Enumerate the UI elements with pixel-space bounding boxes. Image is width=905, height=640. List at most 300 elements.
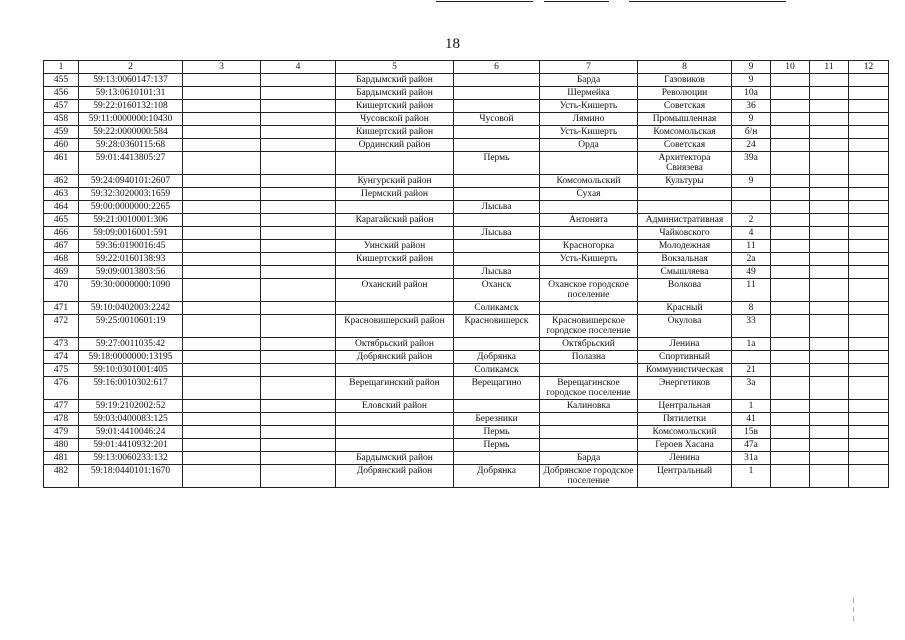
table-row [44, 452, 889, 465]
table-cell [454, 126, 540, 139]
table-cell: 478 [44, 413, 79, 426]
table-cell [261, 413, 336, 426]
table-cell [771, 214, 810, 227]
table-cell [183, 351, 261, 364]
table-cell [336, 426, 454, 439]
table-cell: Полазна [540, 351, 638, 364]
table-cell [540, 413, 638, 426]
table-cell: 59:32:3020003:1659 [79, 188, 183, 201]
table-cell: Красновишерск [454, 315, 540, 338]
table-cell: 466 [44, 227, 79, 240]
table-cell: 59:13:0060233:132 [79, 452, 183, 465]
table-cell [810, 452, 849, 465]
table-cell [810, 201, 849, 214]
table-body [44, 74, 889, 488]
table-row [44, 87, 889, 100]
table-cell: 463 [44, 188, 79, 201]
table-cell [261, 439, 336, 452]
table-cell [771, 227, 810, 240]
table-cell: 21 [732, 364, 771, 377]
table-cell: 59:30:0000000:1090 [79, 279, 183, 302]
table-row [44, 227, 889, 240]
table-cell: 3а [732, 377, 771, 400]
table-cell [454, 338, 540, 351]
margin-mark [853, 607, 854, 612]
table-cell: Усть-Кишерть [540, 100, 638, 113]
table-cell: 1 [732, 400, 771, 413]
table-cell [261, 279, 336, 302]
table-cell [261, 126, 336, 139]
table-cell [771, 126, 810, 139]
table-cell [183, 188, 261, 201]
table-cell: Кишертский район [336, 126, 454, 139]
table-cell: Чусовской район [336, 113, 454, 126]
column-header: 9 [732, 61, 771, 74]
table-cell [810, 465, 849, 488]
table-cell [771, 139, 810, 152]
table-cell [810, 279, 849, 302]
table-cell [849, 377, 889, 400]
table-cell: 456 [44, 87, 79, 100]
table-cell [771, 302, 810, 315]
table-cell [183, 426, 261, 439]
table-cell [849, 201, 889, 214]
table-cell [454, 188, 540, 201]
table-cell [183, 227, 261, 240]
page-number: 18 [445, 36, 460, 52]
table-cell [261, 240, 336, 253]
table-cell [771, 188, 810, 201]
table-cell [771, 253, 810, 266]
table-cell [771, 452, 810, 465]
table-cell: Революции [638, 87, 732, 100]
table-cell: 11 [732, 279, 771, 302]
table-cell: 59:19:2102002:52 [79, 400, 183, 413]
table-cell: 469 [44, 266, 79, 279]
table-cell: Кунгурский район [336, 175, 454, 188]
table-cell: 59:22:0160132:108 [79, 100, 183, 113]
table-cell [849, 139, 889, 152]
table-cell [261, 201, 336, 214]
table-cell [183, 413, 261, 426]
column-header: 12 [849, 61, 889, 74]
table-cell [810, 413, 849, 426]
table-row [44, 266, 889, 279]
table-cell: Шермейка [540, 87, 638, 100]
table-cell [336, 152, 454, 175]
table-cell [849, 227, 889, 240]
table-cell: Административная [638, 214, 732, 227]
table-cell: 59:27:0011035:42 [79, 338, 183, 351]
table-cell [810, 426, 849, 439]
table-cell: 59:01:4413805:27 [79, 152, 183, 175]
table-cell: Антонята [540, 214, 638, 227]
table-cell: 475 [44, 364, 79, 377]
table-cell [540, 439, 638, 452]
table-cell: 470 [44, 279, 79, 302]
table-cell: Орда [540, 139, 638, 152]
table-cell: Центральный [638, 465, 732, 488]
table-cell [183, 253, 261, 266]
table-cell [261, 214, 336, 227]
table-cell: Оханский район [336, 279, 454, 302]
table-cell [771, 351, 810, 364]
table-cell [183, 201, 261, 214]
table-cell: 471 [44, 302, 79, 315]
table-cell: Молодежная [638, 240, 732, 253]
table-cell: 59:21:0010001:306 [79, 214, 183, 227]
table-cell: Верещагинский район [336, 377, 454, 400]
column-header: 8 [638, 61, 732, 74]
table-cell: Чайковского [638, 227, 732, 240]
table-cell: 31а [732, 452, 771, 465]
table-cell [810, 364, 849, 377]
table-cell [810, 253, 849, 266]
table-cell [540, 426, 638, 439]
table-cell [454, 175, 540, 188]
table-cell [261, 139, 336, 152]
table-cell: 59:13:0610101:31 [79, 87, 183, 100]
table-cell: 9 [732, 113, 771, 126]
column-header: 10 [771, 61, 810, 74]
table-cell [849, 279, 889, 302]
table-cell [183, 100, 261, 113]
table-cell: Соликамск [454, 302, 540, 315]
table-row [44, 465, 889, 488]
table-cell: 59:22:0160138:93 [79, 253, 183, 266]
table-cell: 59:16:0010302:617 [79, 377, 183, 400]
table-cell [771, 338, 810, 351]
table-cell [183, 266, 261, 279]
table-cell [540, 227, 638, 240]
table-cell: Лысьва [454, 201, 540, 214]
table-cell: Красногорка [540, 240, 638, 253]
table-cell: 479 [44, 426, 79, 439]
table-cell: 467 [44, 240, 79, 253]
table-cell [261, 113, 336, 126]
table-cell [771, 400, 810, 413]
table-cell [454, 74, 540, 87]
table-cell: Еловский район [336, 400, 454, 413]
table-cell: Оханск [454, 279, 540, 302]
table-cell: 33 [732, 315, 771, 338]
table-cell: Ленина [638, 338, 732, 351]
table-cell [183, 364, 261, 377]
table-cell [540, 364, 638, 377]
table-cell [183, 113, 261, 126]
table-cell [849, 315, 889, 338]
table-row [44, 214, 889, 227]
column-header: 3 [183, 61, 261, 74]
table-cell: 465 [44, 214, 79, 227]
table-cell: 459 [44, 126, 79, 139]
table-row [44, 74, 889, 87]
table-cell [336, 302, 454, 315]
table-cell: Барда [540, 452, 638, 465]
table-cell [732, 188, 771, 201]
table-cell [454, 400, 540, 413]
table-cell [771, 87, 810, 100]
table-cell [261, 364, 336, 377]
table-cell [732, 201, 771, 214]
table-row [44, 240, 889, 253]
table-cell [810, 139, 849, 152]
table-cell [810, 214, 849, 227]
table-cell [183, 214, 261, 227]
table-cell [810, 302, 849, 315]
table-row [44, 413, 889, 426]
table-cell: 476 [44, 377, 79, 400]
table-row [44, 152, 889, 175]
table-cell: Лысьва [454, 227, 540, 240]
table-cell [810, 351, 849, 364]
table-header [44, 61, 889, 74]
table-cell: Пермь [454, 426, 540, 439]
table-cell [849, 240, 889, 253]
table-cell [261, 452, 336, 465]
table-row [44, 253, 889, 266]
table-cell: 59:18:0000000:13195 [79, 351, 183, 364]
table-cell: Героев Хасана [638, 439, 732, 452]
table-cell: 47а [732, 439, 771, 452]
table-cell [771, 439, 810, 452]
table-cell [261, 227, 336, 240]
table-cell [849, 302, 889, 315]
table-cell: Верещагино [454, 377, 540, 400]
table-cell: 472 [44, 315, 79, 338]
table-cell: Октябрьский [540, 338, 638, 351]
table-cell: 8 [732, 302, 771, 315]
table-cell: Усть-Кишерть [540, 253, 638, 266]
table-cell [849, 214, 889, 227]
table-cell: 481 [44, 452, 79, 465]
table-cell [771, 279, 810, 302]
table-cell: Бардымский район [336, 87, 454, 100]
table-cell: 457 [44, 100, 79, 113]
table-cell: Газовиков [638, 74, 732, 87]
table-cell: Бардымский район [336, 452, 454, 465]
table-cell [638, 188, 732, 201]
table-cell: Бардымский район [336, 74, 454, 87]
table-cell [183, 152, 261, 175]
table-cell: Смышляева [638, 266, 732, 279]
table-cell: Волкова [638, 279, 732, 302]
table-cell: 462 [44, 175, 79, 188]
table-cell [261, 266, 336, 279]
table-cell [810, 175, 849, 188]
table-cell [540, 302, 638, 315]
table-row [44, 364, 889, 377]
table-cell [810, 152, 849, 175]
table-cell: Ординский район [336, 139, 454, 152]
table-cell [771, 364, 810, 377]
table-cell [849, 188, 889, 201]
table-cell [336, 266, 454, 279]
top-rule-right [629, 1, 786, 2]
table-cell: 59:25:0010601:19 [79, 315, 183, 338]
table-cell: 36 [732, 100, 771, 113]
table-cell: Лямино [540, 113, 638, 126]
table-cell: 9 [732, 74, 771, 87]
table-cell [261, 100, 336, 113]
table-cell [810, 100, 849, 113]
table-cell: 473 [44, 338, 79, 351]
table-cell [771, 426, 810, 439]
table-cell [771, 377, 810, 400]
table-cell: Комсомольский [638, 426, 732, 439]
table-cell [810, 113, 849, 126]
table-cell [849, 351, 889, 364]
table-cell [771, 74, 810, 87]
table-cell [810, 377, 849, 400]
table-cell: 59:10:0301001:405 [79, 364, 183, 377]
table-cell: 59:00:0000000:2265 [79, 201, 183, 214]
table-cell: Лысьва [454, 266, 540, 279]
table-cell: 2 [732, 214, 771, 227]
table-cell: Кишертский район [336, 253, 454, 266]
table-cell: 59:01:4410046:24 [79, 426, 183, 439]
table-cell: Советская [638, 100, 732, 113]
table-cell: Добрянка [454, 351, 540, 364]
table-cell [849, 413, 889, 426]
table-cell [771, 152, 810, 175]
table-cell [261, 400, 336, 413]
table-cell [771, 266, 810, 279]
table-cell [771, 100, 810, 113]
table-cell [849, 74, 889, 87]
table-row [44, 426, 889, 439]
table-cell: Добрянское городское поселение [540, 465, 638, 488]
table-row [44, 126, 889, 139]
table-cell [810, 87, 849, 100]
table-cell: Красновишерский район [336, 315, 454, 338]
column-header: 4 [261, 61, 336, 74]
table-cell: 59:01:4410932:201 [79, 439, 183, 452]
table-cell [261, 351, 336, 364]
table-cell [454, 139, 540, 152]
table-cell [849, 113, 889, 126]
table-cell [454, 100, 540, 113]
table-cell [771, 315, 810, 338]
table-cell [810, 227, 849, 240]
table-cell: Пермский район [336, 188, 454, 201]
table-cell [336, 227, 454, 240]
table-cell [540, 152, 638, 175]
table-row [44, 201, 889, 214]
table-row [44, 139, 889, 152]
table-row [44, 175, 889, 188]
table-cell: Центральная [638, 400, 732, 413]
table-cell: Пятилетки [638, 413, 732, 426]
table-cell [183, 465, 261, 488]
table-cell: Добрянский район [336, 351, 454, 364]
table-cell: Коммунистическая [638, 364, 732, 377]
table-cell: 474 [44, 351, 79, 364]
table-row [44, 351, 889, 364]
table-cell: Сухая [540, 188, 638, 201]
column-header: 2 [79, 61, 183, 74]
table-cell [810, 400, 849, 413]
table-cell: 24 [732, 139, 771, 152]
registry-table [43, 60, 889, 488]
table-cell: Ленина [638, 452, 732, 465]
table-cell: Красновишерское городское поселение [540, 315, 638, 338]
table-cell [183, 240, 261, 253]
column-header: 5 [336, 61, 454, 74]
table-cell [454, 87, 540, 100]
table-cell [849, 87, 889, 100]
table-row [44, 338, 889, 351]
table-cell: 477 [44, 400, 79, 413]
table-cell [336, 413, 454, 426]
margin-mark [853, 616, 854, 621]
table-row [44, 279, 889, 302]
table-cell [810, 266, 849, 279]
table-cell: 1 [732, 465, 771, 488]
table-cell [810, 240, 849, 253]
table-cell [261, 87, 336, 100]
table-cell: Добрянский район [336, 465, 454, 488]
table-cell [261, 253, 336, 266]
table-cell: Спортивный [638, 351, 732, 364]
table-cell: 59:22:0000000:584 [79, 126, 183, 139]
table-cell [183, 126, 261, 139]
table-cell: 39а [732, 152, 771, 175]
table-cell [810, 126, 849, 139]
table-cell [771, 465, 810, 488]
table-cell [183, 74, 261, 87]
table-cell: Энергетиков [638, 377, 732, 400]
top-rule-mid [544, 1, 609, 2]
table-cell [183, 87, 261, 100]
table-row [44, 113, 889, 126]
table-cell: Комсомольский [540, 175, 638, 188]
table-cell [261, 175, 336, 188]
table-cell: 1а [732, 338, 771, 351]
table-cell: 10а [732, 87, 771, 100]
table-cell [540, 201, 638, 214]
table-cell: 468 [44, 253, 79, 266]
table-cell: 59:24:0940101:2607 [79, 175, 183, 188]
table-cell: 59:03:0400083:125 [79, 413, 183, 426]
table-cell [849, 439, 889, 452]
table-cell [849, 100, 889, 113]
table-cell: 59:11:0000000:10430 [79, 113, 183, 126]
table-cell: 4 [732, 227, 771, 240]
table-cell [183, 302, 261, 315]
table-row [44, 400, 889, 413]
table-cell [261, 302, 336, 315]
table-cell [810, 439, 849, 452]
table-cell: 9 [732, 175, 771, 188]
table-cell: 59:13:0060147:137 [79, 74, 183, 87]
table-cell: Пермь [454, 152, 540, 175]
table-cell [261, 74, 336, 87]
table-cell: Верещагинское городское поселение [540, 377, 638, 400]
table-cell [810, 188, 849, 201]
table-cell: 59:18:0440101:1670 [79, 465, 183, 488]
table-cell [336, 364, 454, 377]
table-cell: Вокзальная [638, 253, 732, 266]
margin-mark [853, 598, 854, 603]
table-cell [183, 279, 261, 302]
table-cell: 458 [44, 113, 79, 126]
table-cell: Барда [540, 74, 638, 87]
table-cell: 11 [732, 240, 771, 253]
table-cell [849, 465, 889, 488]
table-cell: Добрянка [454, 465, 540, 488]
table-cell: 59:10:0402003:2242 [79, 302, 183, 315]
